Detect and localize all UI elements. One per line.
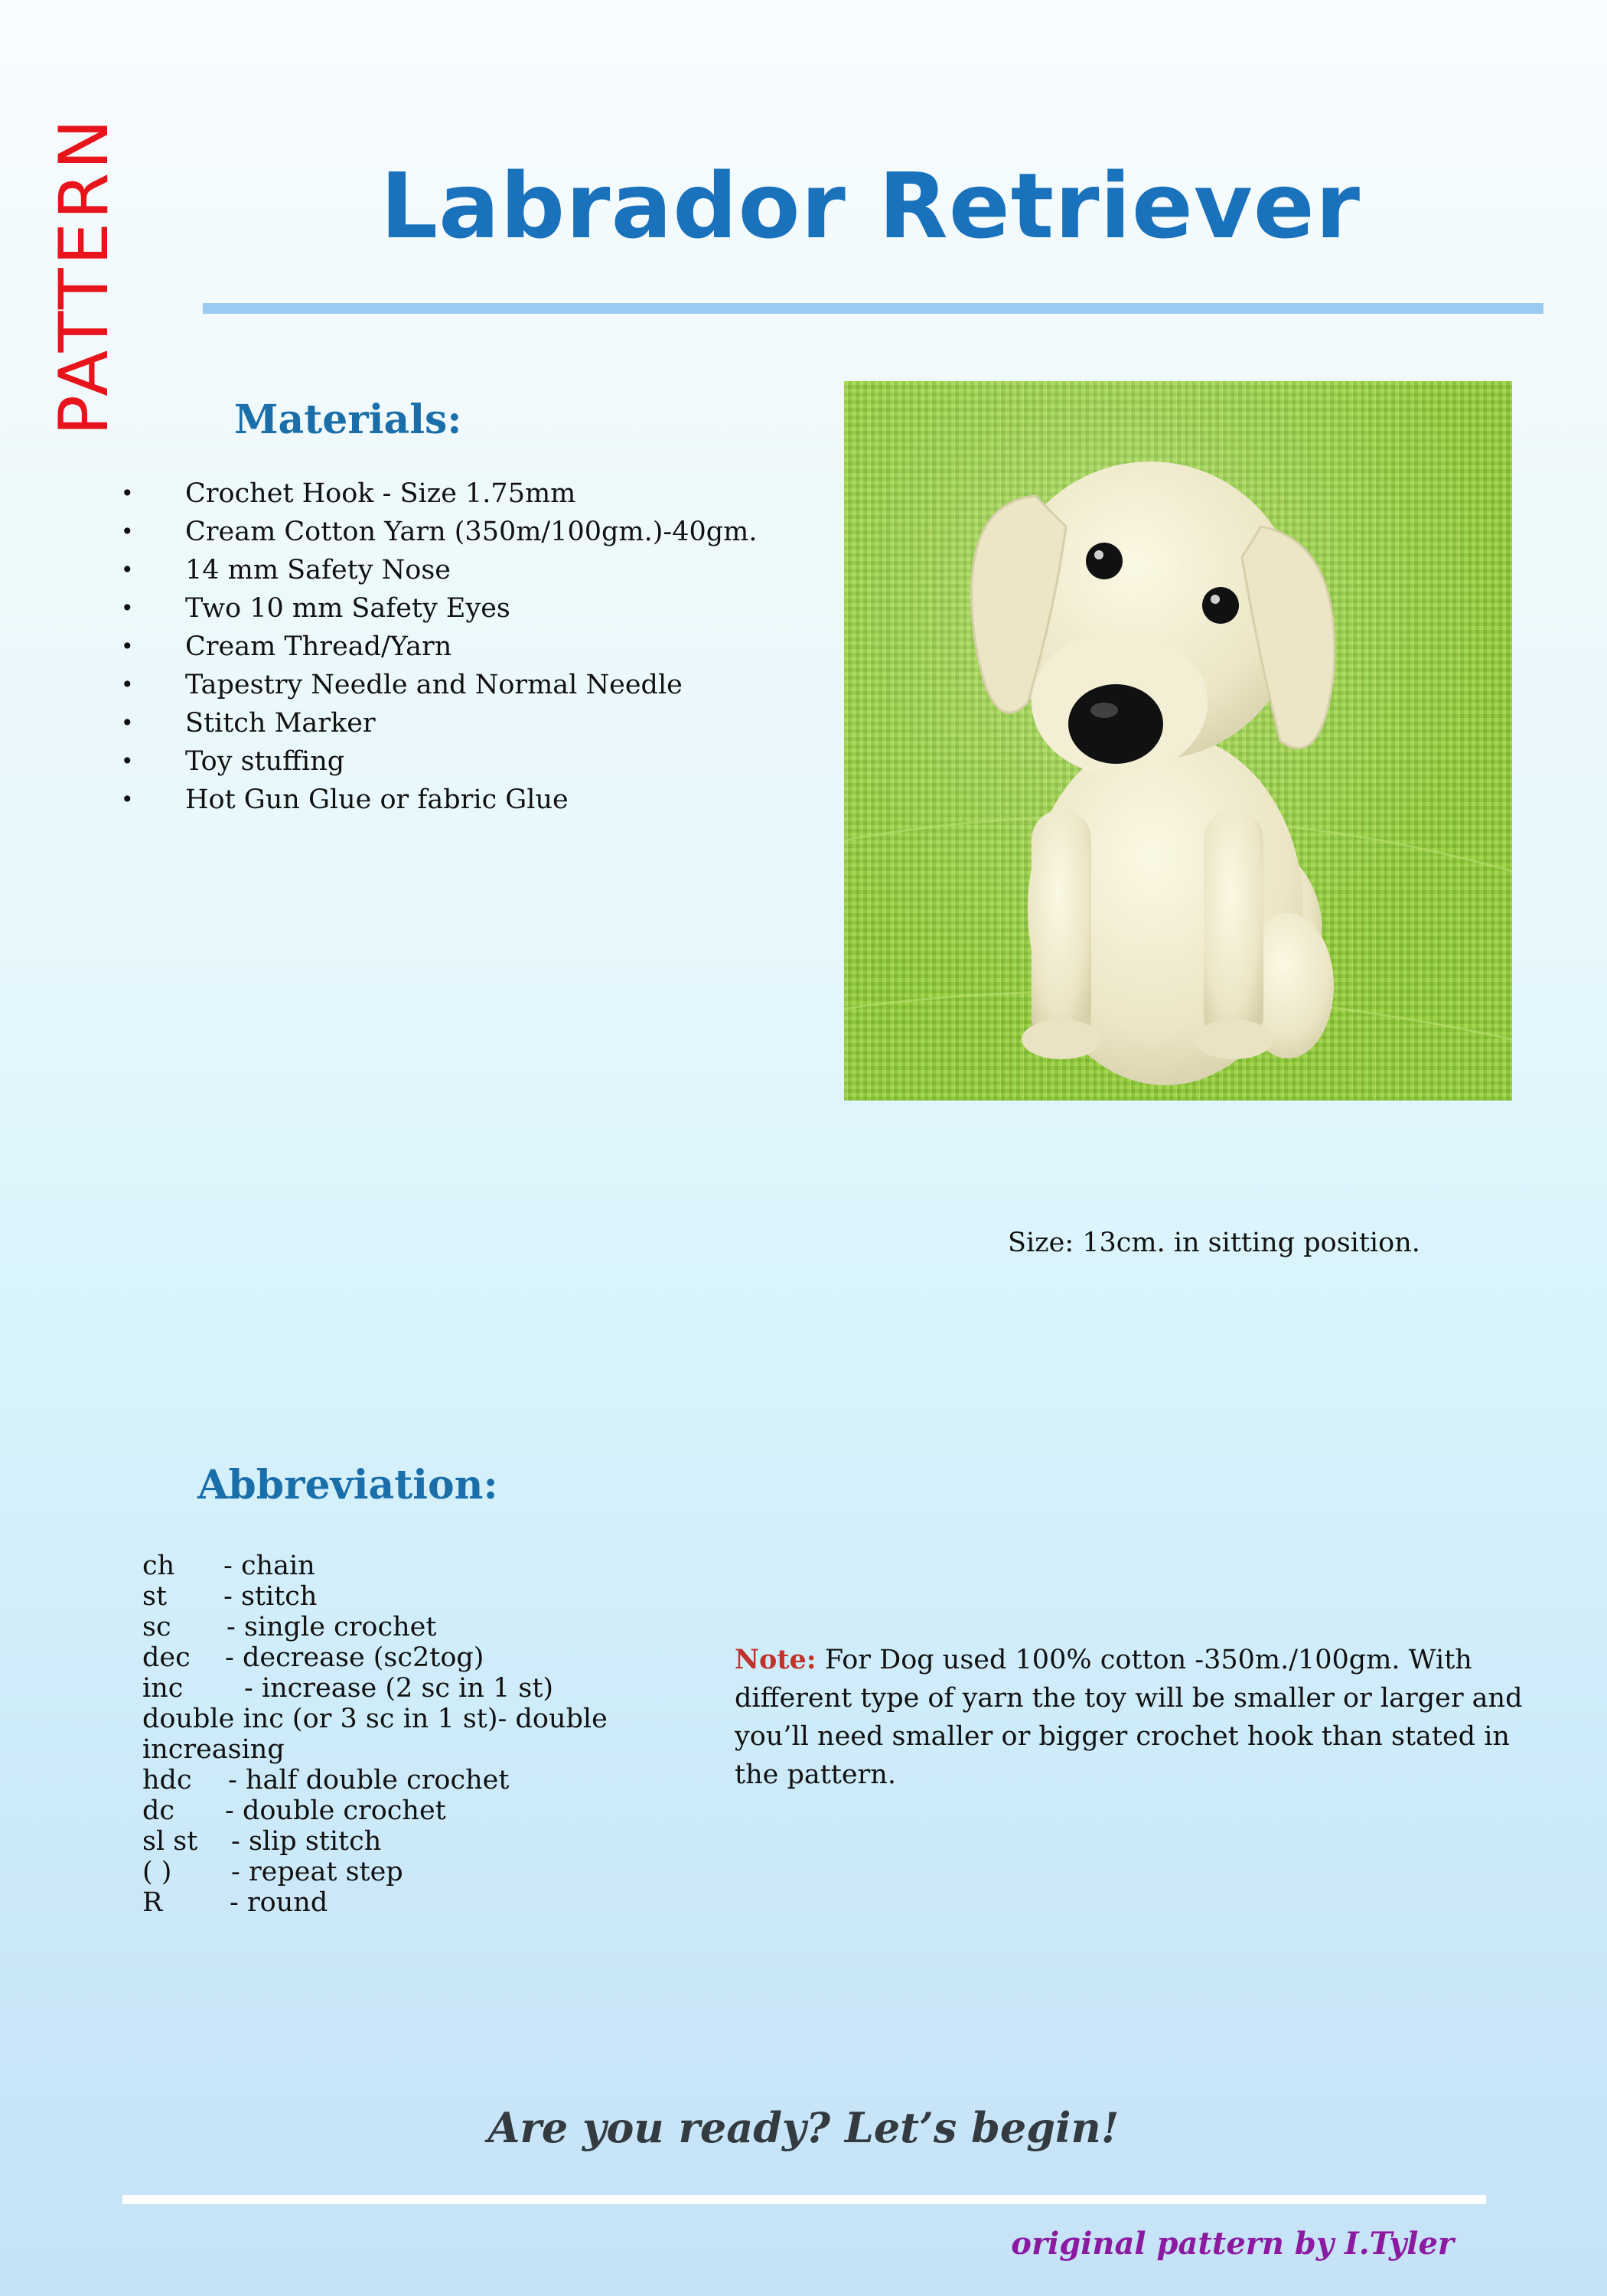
yarn-note [735,1641,1538,1794]
pattern-side-label-text: PATTERN [44,116,124,435]
materials-item: • Toy stuffing [115,742,757,781]
abbreviation-desc: - increase (2 sc in 1 st) [244,1673,554,1704]
abbreviation-term: ch [142,1551,175,1581]
materials-item: • Hot Gun Glue or fabric Glue [115,781,757,819]
abbreviation-row [142,1795,632,1826]
abbreviation-row [142,1765,632,1795]
abbreviation-term: ( ) [142,1857,172,1887]
abbreviation-row [142,1612,632,1642]
abbreviation-row [142,1551,632,1581]
abbreviation-row [142,1642,632,1673]
abbreviation-term: st [142,1581,168,1612]
abbreviation-row [142,1826,632,1857]
abbreviation-desc: - repeat step [231,1857,403,1887]
labrador-toy-photo [844,381,1512,1101]
abbreviation-row [142,1887,632,1918]
materials-item: • Crochet Hook - Size 1.75mm [115,475,757,513]
abbreviation-term: R [142,1887,163,1918]
abbreviation-desc: - decrease (sc2tog) [225,1642,484,1673]
abbreviation-term: double inc (or 3 sc in 1 st) [142,1704,498,1734]
abbreviation-desc: - stitch [223,1581,318,1612]
note-text: For Dog used 100% cotton -350m./100gm. With different type of yarn the toy will be smaller or larger and you’ll need smaller or bigger crochet hook than stated in the pattern. [735,1645,1523,1790]
abbreviation-term: sl st [142,1826,198,1857]
crocheted-labrador-toy-icon [844,381,1512,1101]
call-to-action: Are you ready? Let’s begin! [487,2103,1120,2152]
materials-heading: Materials: [234,396,462,443]
pattern-side-label [31,115,138,436]
abbreviation-row [142,1581,632,1612]
abbreviation-heading: Abbreviation: [197,1462,498,1508]
materials-item: • Stitch Marker [115,704,757,742]
footer-divider [122,2195,1486,2204]
materials-item: • Cream Cotton Yarn (350m/100gm.)-40gm. [115,513,757,551]
size-caption: Size: 13cm. in sitting position. [1008,1228,1420,1258]
abbreviation-desc: - half double crochet [228,1765,510,1795]
materials-item: • Cream Thread/Yarn [115,628,757,666]
materials-item: • 14 mm Safety Nose [115,551,757,589]
abbreviation-desc: - single crochet [227,1612,437,1642]
title-divider [203,303,1543,314]
abbreviation-term: dec [142,1642,191,1673]
abbreviation-desc: - slip stitch [231,1826,382,1857]
abbreviation-row [142,1673,632,1704]
abbreviation-term: sc [142,1612,171,1642]
note-label: Note: [735,1644,817,1675]
author-credit: original pattern by I.Tyler [1011,2226,1454,2262]
abbreviation-term: hdc [142,1765,192,1795]
page-title: Labrador Retriever [380,153,1361,259]
abbreviation-desc: - double increasing [142,1704,608,1765]
abbreviation-desc: - double crochet [225,1795,446,1826]
abbreviation-row [142,1857,632,1887]
abbreviation-list [142,1551,632,1918]
abbreviation-term: inc [142,1673,184,1704]
abbreviation-term: dc [142,1795,175,1826]
abbreviation-desc: - chain [223,1551,315,1581]
materials-list [115,475,757,819]
materials-item: • Tapestry Needle and Normal Needle [115,666,757,704]
abbreviation-desc: - round [230,1887,328,1918]
materials-item: • Two 10 mm Safety Eyes [115,589,757,628]
abbreviation-row [142,1704,632,1765]
